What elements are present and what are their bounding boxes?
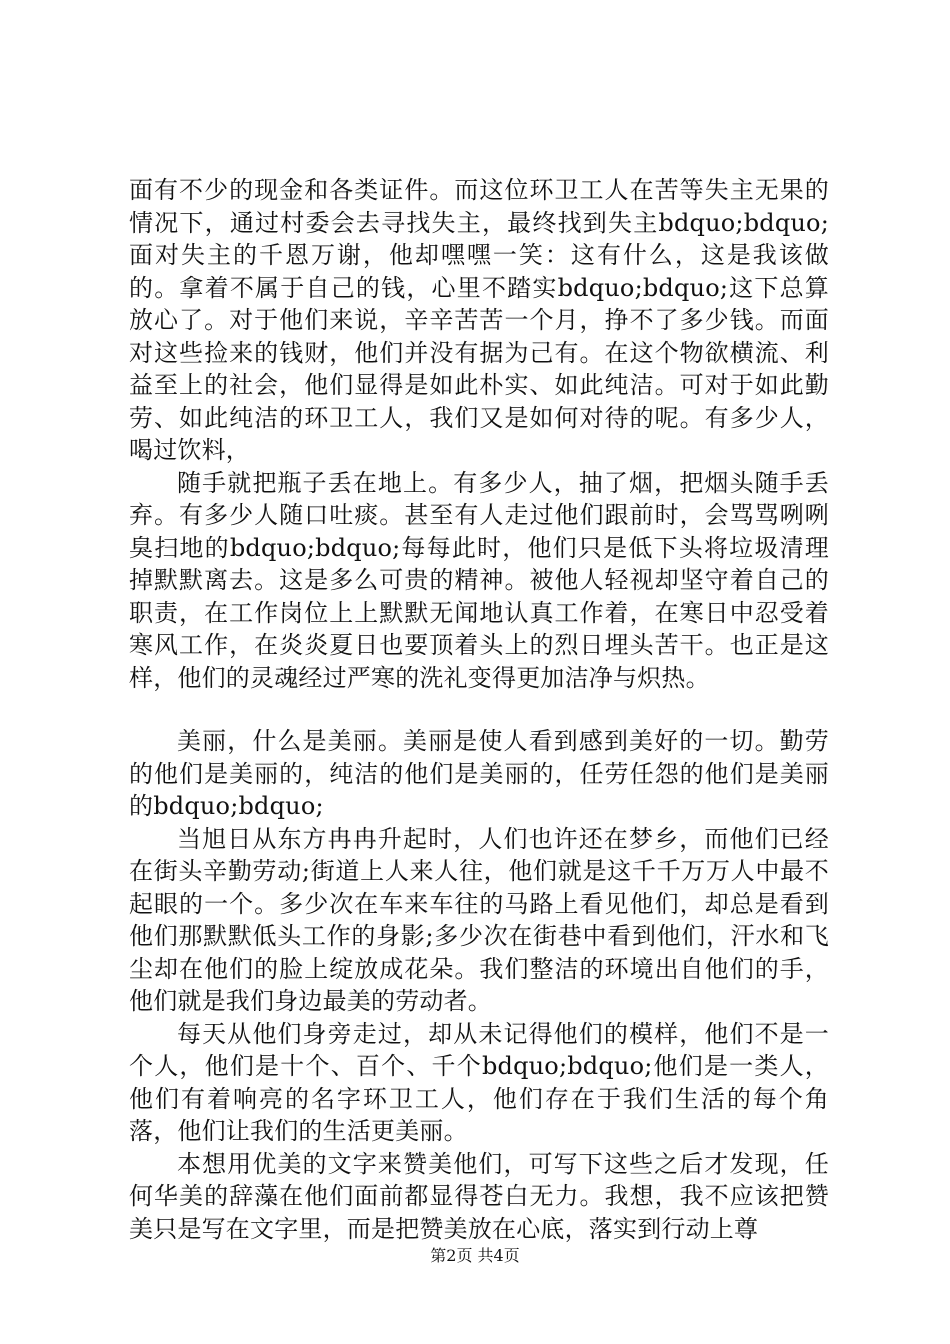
paragraph-3: 美丽，什么是美丽。美丽是使人看到感到美好的一切。勤劳的他们是美丽的，纯洁的他们是美丽的，任劳任怨的他们是美丽的bdquo;bdquo;: [129, 727, 829, 820]
page-footer: [0, 1243, 950, 1266]
paragraph-5: 每天从他们身旁走过，却从未记得他们的模样，他们不是一个人，他们是十个、百个、千个bdquo;bdquo;他们是一类人，他们有着响亮的名字环卫工人，他们存在于我们生活的每个角落，他们让我们的生活更美丽。: [129, 1019, 829, 1145]
paragraph-4: 当旭日从东方冉冉升起时，人们也许还在梦乡，而他们已经在街头辛勤劳动;街道上人来人往，他们就是这千千万万人中最不起眼的一个。多少次在车来车往的马路上看见他们，却总是看到他们那默默低头工作的身影;多少次在街巷中看到他们，汗水和飞尘却在他们的脸上绽放成花朵。我们整洁的环境出自他们的手，他们就是我们身边最美的劳动者。: [129, 824, 829, 1015]
document-body: [129, 174, 829, 1245]
paragraph-gap: [129, 694, 829, 725]
paragraph-1: 面有不少的现金和各类证件。而这位环卫工人在苦等失主无果的情况下，通过村委会去寻找失主，最终找到失主bdquo;bdquo;面对失主的千恩万谢，他却嘿嘿一笑：这有什么，这是我该做的。拿着不属于自己的钱，心里不踏实bdquo;bdquo;这下总算放心了。对于他们来说，辛辛苦苦一个月，挣不了多少钱。而面对这些捡来的钱财，他们并没有据为己有。在这个物欲横流、利益至上的社会，他们显得是如此朴实、如此纯洁。可对于如此勤劳、如此纯洁的环卫工人，我们又是如何对待的呢。有多少人，喝过饮料，: [129, 176, 829, 464]
page-number-label: 第2页 共4页: [430, 1246, 520, 1265]
paragraph-6: 本想用优美的文字来赞美他们，可写下这些之后才发现，任何华美的辞藻在他们面前都显得苍白无力。我想，我不应该把赞美只是写在文字里，而是把赞美放在心底，落实到行动上尊: [129, 1149, 829, 1243]
paragraph-2: 随手就把瓶子丢在地上。有多少人，抽了烟，把烟头随手丢弃。有多少人随口吐痰。甚至有人走过他们跟前时，会骂骂咧咧臭扫地的bdquo;bdquo;每每此时，他们只是低下头将垃圾清理掉默默离去。这是多么可贵的精神。被他人轻视却坚守着自己的职责，在工作岗位上上默默无闻地认真工作着，在寒日中忍受着寒风工作，在炎炎夏日也要顶着头上的烈日埋头苦干。也正是这样，他们的灵魂经过严寒的洗礼变得更加洁净与炽热。: [129, 468, 829, 692]
